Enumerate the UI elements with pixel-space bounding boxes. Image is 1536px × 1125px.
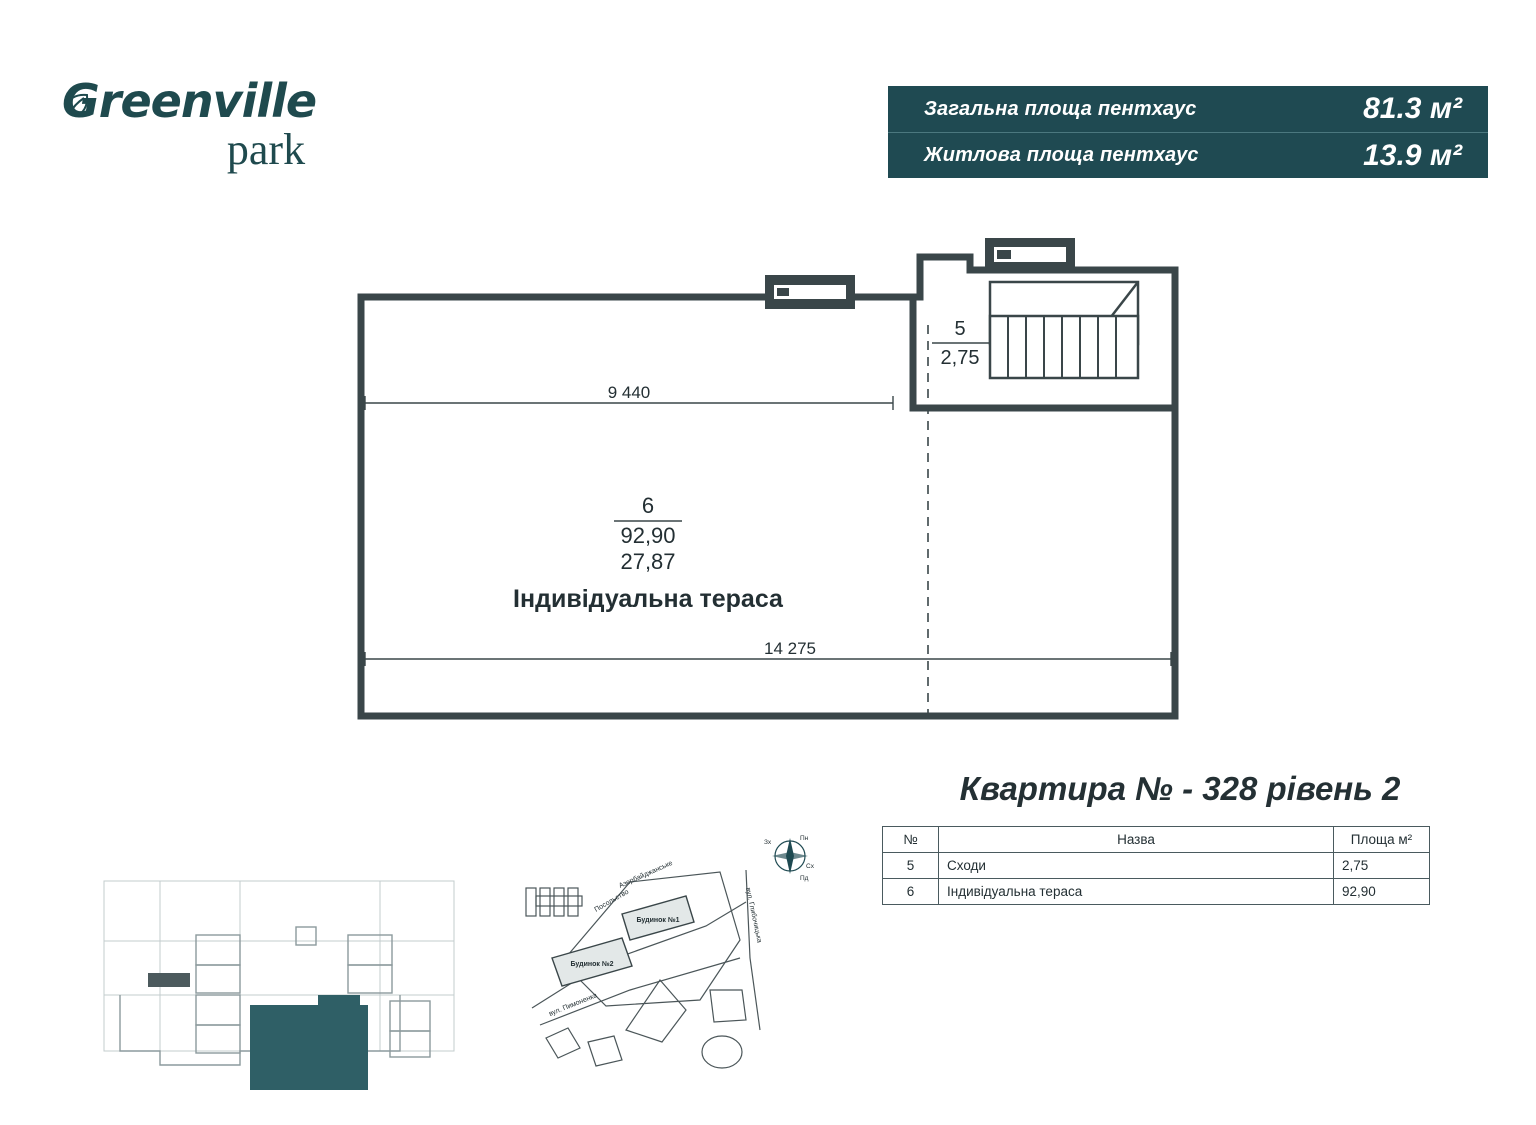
total-area-value: 81.3 м² bbox=[1363, 92, 1462, 125]
room-6-name: Індивідуальна тераса bbox=[513, 585, 783, 613]
room-5-area: 2,75 bbox=[940, 347, 980, 369]
living-area-value: 13.9 м² bbox=[1363, 138, 1462, 172]
key-plan-marker bbox=[148, 973, 190, 987]
building-2 bbox=[552, 938, 632, 986]
floor-plan-drawing bbox=[330, 230, 1230, 740]
area-summary-box bbox=[888, 86, 1488, 178]
staircase bbox=[990, 282, 1138, 378]
total-area-row bbox=[888, 86, 1488, 132]
room-6-area-secondary: 27,87 bbox=[620, 549, 676, 574]
living-area-label: Житлова площа пентхаус bbox=[924, 144, 1199, 166]
header-area: Площа м² bbox=[1334, 827, 1430, 853]
compass-west-label: Зх bbox=[764, 839, 772, 846]
dimension-lower-label: 14 275 bbox=[764, 639, 816, 658]
compass-north-label: Пн bbox=[800, 835, 809, 842]
logo-main-text: Greenville bbox=[62, 74, 317, 128]
street-hlybochytska-label: вул. Глибочицька bbox=[744, 886, 763, 944]
window-upper-left bbox=[765, 275, 855, 309]
table-row bbox=[883, 853, 1430, 879]
leaf-icon bbox=[64, 92, 90, 118]
room-6-number: 6 bbox=[641, 493, 655, 518]
living-area-row bbox=[888, 132, 1488, 178]
embassy-buildings bbox=[526, 888, 582, 916]
apartment-title: Квартира № - 328 рівень 2 bbox=[959, 770, 1401, 807]
row-number: 5 bbox=[883, 853, 939, 879]
table-header-row bbox=[883, 827, 1430, 853]
rooms-table bbox=[882, 826, 1430, 905]
row-number: 6 bbox=[883, 879, 939, 905]
table-row bbox=[883, 879, 1430, 905]
embassy-label-1: Посольство bbox=[593, 888, 631, 914]
compass-east-label: Сх bbox=[806, 863, 814, 870]
total-area-label: Загальна площа пентхаус bbox=[924, 97, 1197, 120]
row-area: 2,75 bbox=[1334, 853, 1430, 879]
room-6-area: 92,90 bbox=[620, 523, 676, 548]
embassy-label-2: Азербайджанське bbox=[617, 859, 674, 890]
key-plan-highlight bbox=[250, 995, 368, 1090]
building-1 bbox=[622, 896, 694, 940]
room-5-number: 5 bbox=[954, 318, 966, 340]
street-pymonenka-label: вул. Пимоненка bbox=[548, 992, 599, 1018]
compass-rose bbox=[764, 835, 815, 882]
row-area: 92,90 bbox=[1334, 879, 1430, 905]
logo-sub-text: park bbox=[226, 125, 306, 174]
row-name: Сходи bbox=[939, 853, 1334, 879]
row-name: Індивідуальна тераса bbox=[939, 879, 1334, 905]
key-plan bbox=[100, 875, 460, 1090]
dimension-upper-label: 9 440 bbox=[607, 383, 651, 402]
brand-logo bbox=[56, 74, 416, 188]
header-number: № bbox=[883, 827, 939, 853]
window-top-stairs bbox=[985, 238, 1075, 272]
header-name: Назва bbox=[939, 827, 1334, 853]
building-1-label: Будинок №1 bbox=[636, 917, 680, 924]
site-map bbox=[510, 830, 850, 1090]
compass-south-label: Пд bbox=[800, 875, 809, 882]
building-2-label: Будинок №2 bbox=[570, 961, 614, 968]
